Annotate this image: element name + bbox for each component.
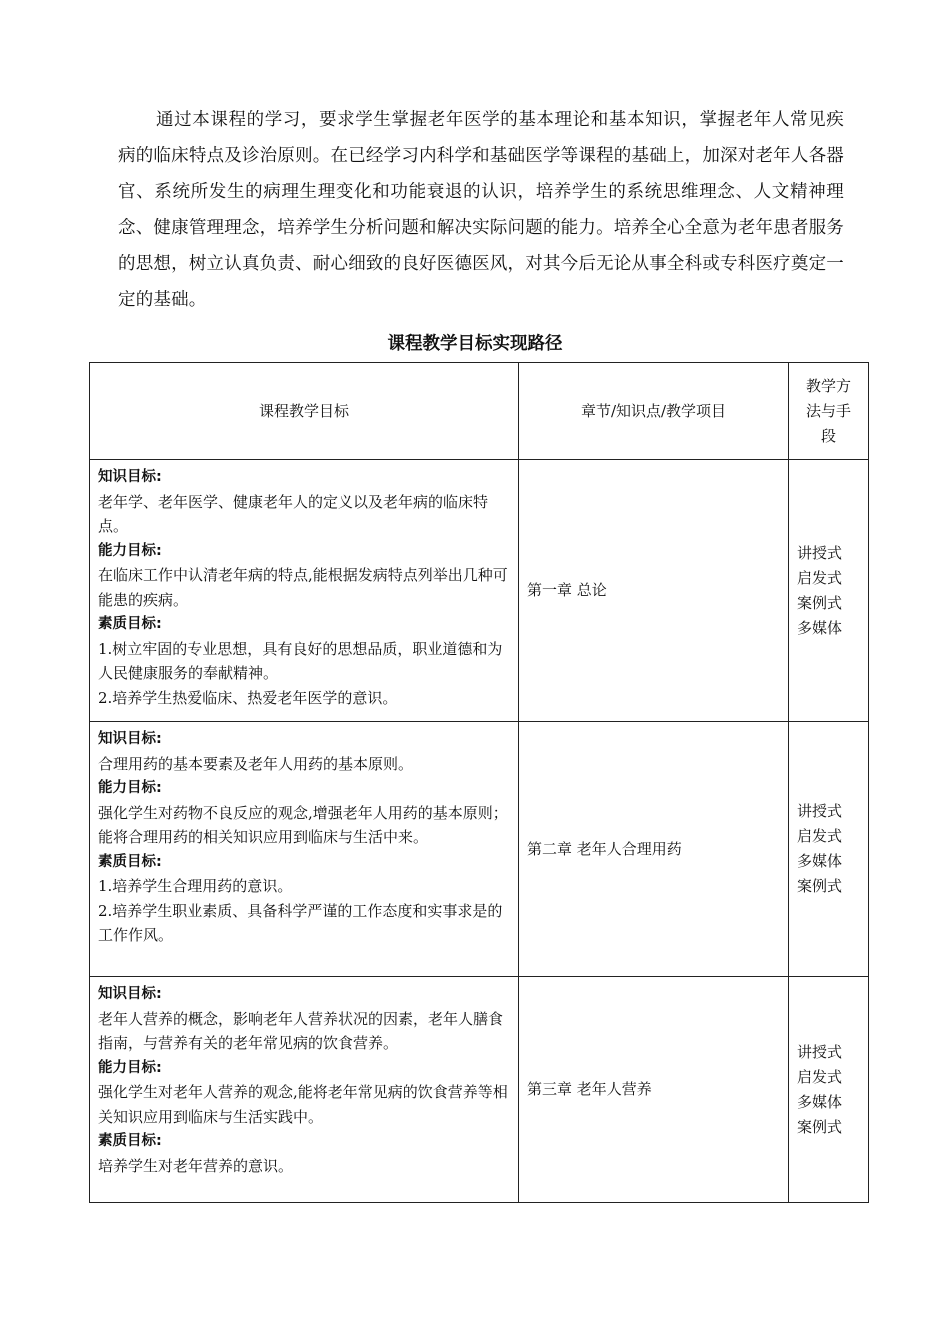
method-item: 讲授式 (797, 1042, 843, 1061)
header-method: 教学方法与手段 (789, 363, 869, 460)
table-row (90, 722, 869, 977)
knowledge-label: 知识目标: (98, 986, 162, 1002)
method-cell (789, 722, 869, 977)
knowledge-label: 知识目标: (98, 731, 162, 747)
chapter-cell: 第三章 老年人营养 (519, 977, 789, 1203)
goal-cell (90, 460, 519, 722)
goal-cell (90, 722, 519, 977)
knowledge-text: 合理用药的基本要素及老年人用药的基本原则。 (98, 754, 414, 773)
header-chapter: 章节/知识点/教学项目 (519, 363, 789, 460)
ability-label: 能力目标: (98, 780, 162, 796)
knowledge-text: 老年学、老年医学、健康老年人的定义以及老年病的临床特点。 (98, 492, 489, 535)
method-item: 启发式 (797, 1067, 843, 1086)
chapter-cell: 第二章 老年人合理用药 (519, 722, 789, 977)
quality-item: 1.培养学生合理用药的意识。 (98, 877, 293, 895)
quality-label: 素质目标: (98, 616, 162, 632)
method-item: 案例式 (797, 1117, 843, 1136)
method-item: 案例式 (797, 877, 843, 895)
method-item: 讲授式 (797, 802, 843, 820)
method-cell (789, 977, 869, 1203)
ability-label: 能力目标: (98, 542, 162, 559)
header-goal: 课程教学目标 (90, 363, 519, 460)
quality-item: 培养学生对老年营养的意识。 (98, 1156, 294, 1175)
quality-item: 2.培养学生职业素质、具备科学严谨的工作态度和实事求是的工作作风。 (98, 901, 503, 944)
method-item: 启发式 (797, 568, 843, 587)
knowledge-text: 老年人营养的概念，影响老年人营养状况的因素，老年人膳食指南，与营养有关的老年常见病的饮食营养。 (98, 1009, 504, 1052)
table-header-row (90, 363, 869, 460)
method-item: 启发式 (797, 827, 843, 845)
ability-text: 强化学生对药物不良反应的观念,增强老年人用药的基本原则；能将合理用药的相关知识应用到临床与生活中来。 (98, 803, 508, 846)
method-item: 多媒体 (797, 852, 843, 870)
method-item: 多媒体 (797, 1092, 843, 1111)
table-row (90, 977, 869, 1203)
method-cell (789, 460, 869, 722)
ability-label: 能力目标: (98, 1059, 162, 1076)
ability-text: 强化学生对老年人营养的观念,能将老年常见病的饮食营养等相关知识应用到临床与生活实践中。 (98, 1083, 508, 1126)
method-item: 案例式 (797, 593, 843, 612)
course-goals-table (89, 362, 869, 1203)
intro-paragraph: 通过本课程的学习，要求学生掌握老年医学的基本理论和基本知识，掌握老年人常见疾病的临床特点及诊治原则。在已经学习内科学和基础医学等课程的基础上，加深对老年人各器官、系统所发生的病理生理变化和功能衰退的认识，培养学生的系统思维理念、人文精神理念、健康管理理念，培养学生分析问题和解决实际问题的能力。培养全心全意为老年患者服务的思想，树立认真负责、耐心细致的良好医德医风，对其今后无论从事全科或专科医疗奠定一定的基础。 (118, 110, 844, 310)
table-title: 课程教学目标实现路径 (387, 334, 563, 354)
quality-item: 1.树立牢固的专业思想，具有良好的思想品质，职业道德和为人民健康服务的奉献精神。 (98, 639, 503, 682)
quality-label: 素质目标: (98, 853, 162, 870)
quality-label: 素质目标: (98, 1133, 162, 1149)
goal-cell (90, 977, 519, 1203)
knowledge-label: 知识目标: (98, 469, 162, 485)
chapter-cell: 第一章 总论 (519, 460, 789, 722)
method-item: 多媒体 (797, 618, 843, 637)
method-item: 讲授式 (797, 543, 843, 562)
quality-item: 2.培养学生热爱临床、热爱老年医学的意识。 (98, 688, 398, 707)
table-row (90, 460, 869, 722)
ability-text: 在临床工作中认清老年病的特点,能根据发病特点列举出几种可能患的疾病。 (98, 566, 508, 609)
